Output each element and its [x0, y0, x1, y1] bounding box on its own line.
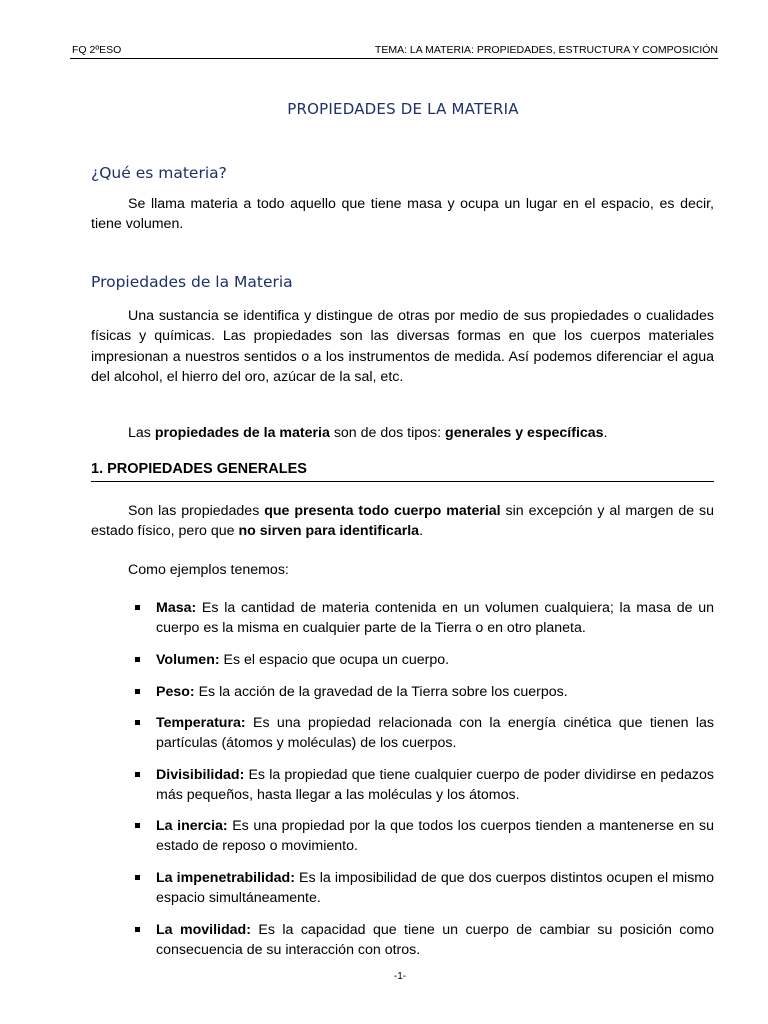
list-item-description: Es la capacidad que tiene un cuerpo de cambiar su posición como consecuencia de su interacción con otros.	[156, 922, 714, 959]
list-item-term: La impenetrabilidad:	[156, 870, 295, 886]
text-segment: sin excepción y al margen de su estado físico, pero que	[91, 503, 715, 540]
paragraph-property-types	[91, 423, 714, 443]
bold-text-segment: propiedades de la materia	[154, 425, 330, 441]
list-item-impenetrabilidad	[156, 868, 714, 909]
list-item-term: La movilidad:	[156, 922, 251, 938]
bullet-icon	[135, 823, 140, 828]
list-item-description: Es la cantidad de materia contenida en un volumen cualquiera; la masa de un cuerpo es la misma en cualquier parte de la Tierra o en otro planeta.	[156, 600, 714, 637]
list-item-description: Es la acción de la gravedad de la Tierra sobre los cuerpos.	[194, 684, 568, 700]
list-item-term: Divisibilidad:	[156, 767, 245, 783]
document-title: PROPIEDADES DE LA MATERIA	[287, 100, 519, 118]
list-item-term: Temperatura:	[156, 715, 246, 731]
text-segment: Son las propiedades	[128, 503, 265, 519]
list-item-inercia	[156, 816, 714, 857]
paragraph-general-intro	[91, 501, 714, 542]
bullet-icon	[135, 772, 140, 777]
page-header	[72, 43, 718, 57]
list-item-movilidad	[156, 920, 714, 961]
paragraph-matter-definition: Se llama materia a todo aquello que tiene masa y ocupa un lugar en el espacio, es decir, tiene volumen.	[91, 196, 714, 233]
bullet-icon	[135, 720, 140, 725]
bullet-icon	[135, 605, 140, 610]
list-item-term: Masa:	[156, 600, 197, 616]
bold-text-segment: generales y específicas	[445, 425, 604, 441]
bullet-icon	[135, 689, 140, 694]
examples-label: Como ejemplos tenemos:	[128, 562, 289, 578]
list-item-description: Es una propiedad relacionada con la energía cinética que tienen las partículas (átomos y moléculas) de los cuerpos.	[156, 715, 714, 752]
text-segment: .	[603, 425, 608, 441]
text-segment: Las	[128, 425, 155, 441]
header-course: FQ 2ºESO	[72, 44, 122, 56]
header-divider	[70, 58, 718, 59]
bullet-icon	[135, 927, 140, 932]
heading-matter-properties: Propiedades de la Materia	[91, 273, 293, 291]
header-topic: TEMA: LA MATERIA: PROPIEDADES, ESTRUCTURA Y COMPOSICIÓN	[374, 44, 718, 56]
list-item-term: Peso:	[156, 684, 195, 700]
paragraph-properties-intro: Una sustancia se identifica y distingue de otras por medio de sus propiedades o cualidades físicas y químicas. Las propiedades son las diversas formas en que los cuerpos materiales impresionan a nuestros sentidos o a los instrumentos de medida. Así podemos diferenciar el agua del alcohol, el hierro del oro, azúcar de la sal, etc.	[91, 308, 714, 385]
list-item-description: Es la imposibilidad de que dos cuerpos distintos ocupen el mismo espacio simultáneamente.	[156, 870, 714, 907]
list-item-description: Es la propiedad que tiene cualquier cuerpo de poder dividirse en pedazos más pequeños, hasta llegar a las moléculas y los átomos.	[156, 767, 714, 804]
bold-text-segment: no sirven para identificarla	[238, 523, 420, 540]
text-segment: son de dos tipos:	[329, 425, 446, 441]
list-item-divisibilidad	[156, 765, 714, 806]
heading-what-is-matter: ¿Qué es materia?	[91, 164, 227, 182]
text-segment: .	[419, 523, 424, 540]
list-item-temperatura	[156, 713, 714, 754]
list-item-term: Volumen:	[156, 652, 220, 668]
list-item-term: La inercia:	[156, 818, 228, 834]
bullet-icon	[135, 875, 140, 880]
list-item-description: Es el espacio que ocupa un cuerpo.	[219, 652, 450, 668]
heading-general-properties: 1. PROPIEDADES GENERALES	[91, 461, 307, 477]
list-item-volumen	[156, 650, 714, 670]
list-item-masa	[156, 598, 714, 639]
section-divider	[91, 481, 714, 482]
bullet-icon	[135, 657, 140, 662]
page-number: -1-	[393, 971, 407, 982]
bold-text-segment: que presenta todo cuerpo material	[264, 503, 501, 519]
list-item-description: Es una propiedad por la que todos los cuerpos tienden a mantenerse en su estado de reposo o movimiento.	[156, 818, 714, 855]
list-item-peso	[156, 682, 714, 702]
